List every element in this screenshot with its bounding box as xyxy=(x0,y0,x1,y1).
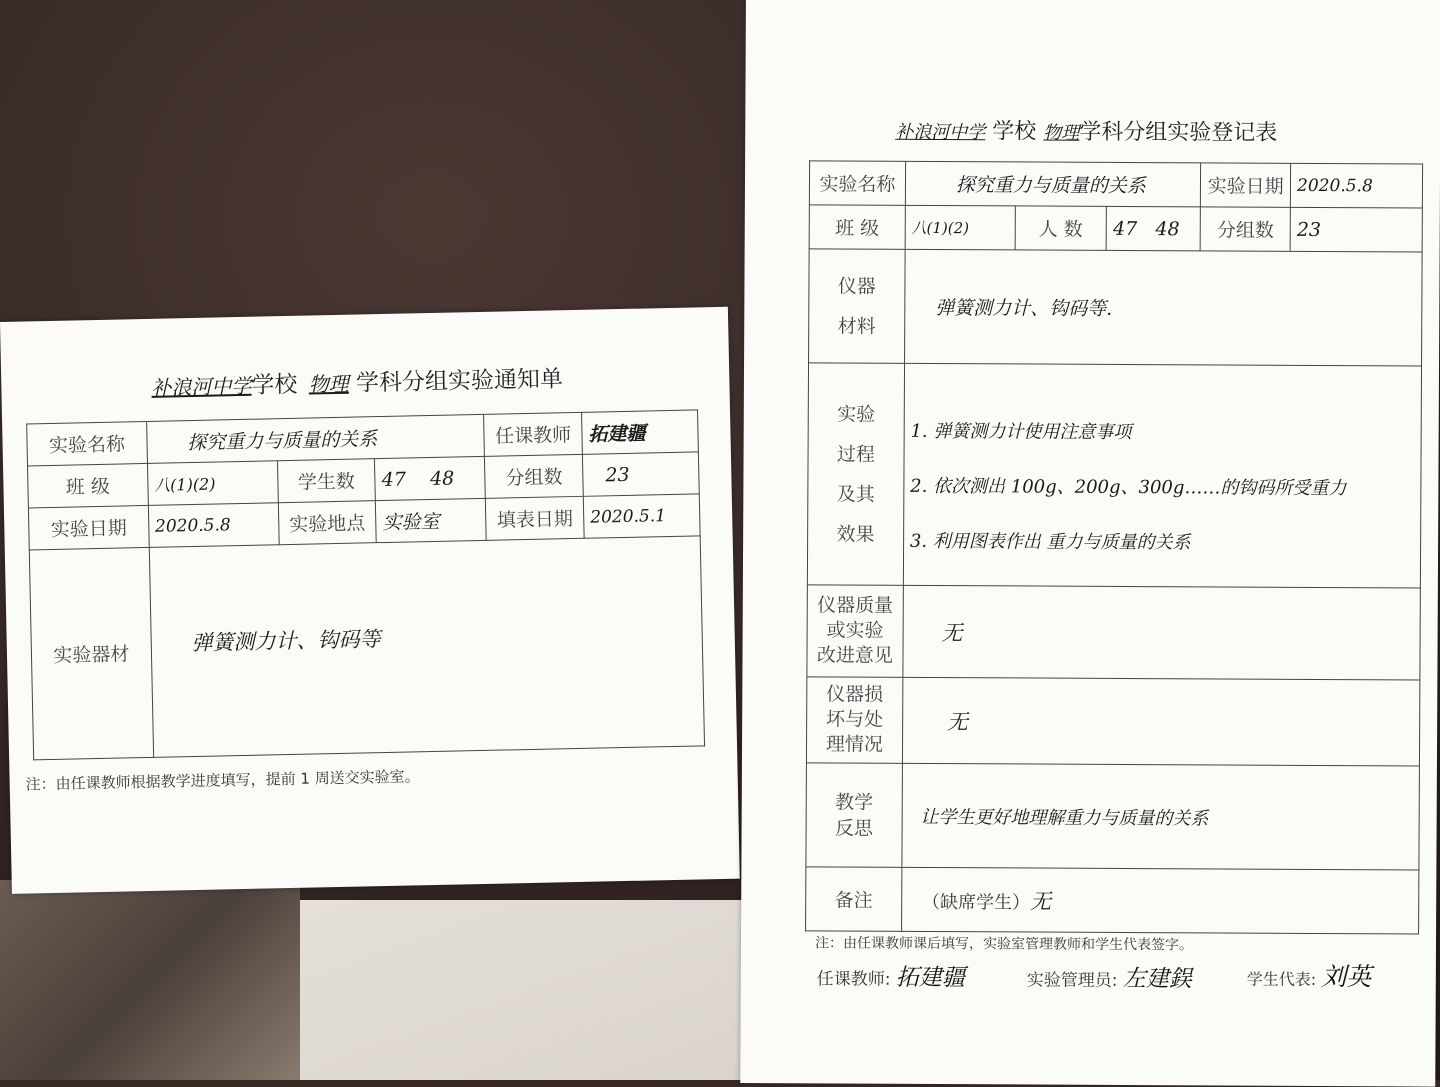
reg-value-process-3: 3. 利用图表作出 重力与质量的关系 xyxy=(909,530,1191,554)
reg-label-exp-name: 实验名称 xyxy=(809,161,905,206)
signature-teacher xyxy=(817,958,965,992)
register-title xyxy=(895,114,1277,147)
label-groups: 分组数 xyxy=(485,454,584,498)
reg-value-process-2: 2. 依次测出 100g、200g、300g……的钩码所受重力 xyxy=(910,475,1347,500)
sig-student-label: 学生代表: xyxy=(1246,969,1317,989)
notice-subject: 物理 xyxy=(308,371,349,397)
notice-footnote: 注：由任课教师根据教学进度填写，提前 1 周送交实验室。 xyxy=(25,767,420,794)
reg-remark-prefix: （缺席学生） xyxy=(921,891,1031,913)
reg-label-damage-2: 坏与处 xyxy=(826,708,884,731)
reg-value-people: 47 48 xyxy=(1106,206,1200,250)
reg-label-damage-3: 理情况 xyxy=(825,733,884,756)
notice-title-suffix: 学科分组实验通知单 xyxy=(355,366,564,397)
reg-label-groups: 分组数 xyxy=(1200,207,1290,251)
label-exp-name: 实验名称 xyxy=(27,421,148,465)
register-footnote: 注：由任课教师课后填写，实验室管理教师和学生代表签字。 xyxy=(814,935,1194,954)
reg-label-people: 人 数 xyxy=(1015,206,1107,250)
reg-value-damage: 无 xyxy=(902,677,1420,766)
value-equipment: 弹簧测力计、钩码等 xyxy=(191,627,381,656)
register-school: 补浪河中学 xyxy=(895,121,986,144)
reg-label-damage xyxy=(806,677,902,764)
reg-label-reflect xyxy=(806,763,902,868)
reg-label-quality xyxy=(807,585,903,678)
value-fill-date: 2020.5.1 xyxy=(583,494,700,538)
reg-value-remark: 无 xyxy=(1029,888,1052,914)
value-exp-date: 2020.5.8 xyxy=(148,503,279,548)
reg-value-quality: 无 xyxy=(903,585,1421,680)
power-strip-photo-area xyxy=(0,880,300,1080)
register-subject: 物理 xyxy=(1043,122,1080,144)
label-exp-date: 实验日期 xyxy=(28,505,149,549)
value-students: 47 48 xyxy=(375,456,486,500)
label-equipment: 实验器材 xyxy=(29,547,153,759)
sig-lab-value: 左建鋘 xyxy=(1122,965,1193,993)
reg-value-exp-date: 2020.5.8 xyxy=(1290,163,1422,208)
reg-value-process-1: 1. 弹簧测力计使用注意事项 xyxy=(910,420,1132,444)
notice-school: 补浪河中学 xyxy=(151,373,252,400)
reg-label-process-3: 及其 xyxy=(836,482,875,506)
value-exp-name: 探究重力与质量的关系 xyxy=(146,414,484,463)
reg-label-instruments-2: 材料 xyxy=(837,314,876,338)
register-school-suffix: 学校 xyxy=(992,119,1037,145)
reg-label-process xyxy=(807,363,904,585)
label-location: 实验地点 xyxy=(278,501,377,545)
sig-teacher-value: 拓建疆 xyxy=(895,964,966,992)
reg-label-process-2: 过程 xyxy=(836,442,876,466)
reg-value-exp-name: 探究重力与质量的关系 xyxy=(905,161,1201,207)
reg-label-instruments-1: 仪器 xyxy=(837,274,876,298)
label-teacher: 任课教师 xyxy=(484,412,583,456)
register-title-suffix: 学科分组实验登记表 xyxy=(1079,119,1278,146)
sig-student-value: 刘英 xyxy=(1321,962,1372,992)
reg-label-instruments xyxy=(809,249,905,364)
value-class: 八(1)(2) xyxy=(147,461,278,506)
reg-value-reflect: 让学生更好地理解重力与质量的关系 xyxy=(902,763,1420,870)
reg-label-quality-2: 或实验 xyxy=(826,619,884,642)
notice-table xyxy=(26,409,705,760)
notice-title xyxy=(151,360,563,402)
reg-label-reflect-1: 教学 xyxy=(835,790,874,814)
sig-lab-label: 实验管理员: xyxy=(1026,970,1118,991)
reg-process-cell xyxy=(903,363,1421,588)
reg-label-exp-date: 实验日期 xyxy=(1201,163,1291,207)
signature-lab xyxy=(1027,959,1192,993)
notice-sheet xyxy=(0,307,740,894)
signature-student xyxy=(1247,957,1372,994)
register-table xyxy=(805,160,1423,934)
label-students: 学生数 xyxy=(277,459,376,503)
reg-label-reflect-2: 反思 xyxy=(834,816,874,840)
reg-remark-cell xyxy=(901,867,1419,934)
sig-teacher-label: 任课教师: xyxy=(816,969,891,990)
label-fill-date: 填表日期 xyxy=(486,496,585,540)
reg-label-quality-3: 改进意见 xyxy=(816,644,893,667)
reg-label-class: 班 级 xyxy=(809,205,905,250)
reg-label-damage-1: 仪器损 xyxy=(826,683,884,706)
reg-label-process-4: 效果 xyxy=(836,522,875,546)
value-teacher: 拓建疆 xyxy=(582,410,699,454)
value-location: 实验室 xyxy=(376,498,487,542)
reg-label-quality-1: 仪器质量 xyxy=(817,594,894,617)
equipment-cell xyxy=(149,536,705,757)
reg-value-class: 八(1)(2) xyxy=(905,205,1015,250)
value-groups: 23 xyxy=(582,452,699,496)
label-class: 班 级 xyxy=(28,463,149,507)
reg-value-groups: 23 xyxy=(1290,207,1422,252)
register-sheet xyxy=(740,0,1440,1087)
reg-value-instruments: 弹簧测力计、钩码等. xyxy=(904,249,1422,366)
notice-school-suffix: 学校 xyxy=(251,371,298,399)
reg-label-process-1: 实验 xyxy=(837,402,876,426)
reg-label-remark: 备注 xyxy=(806,867,902,932)
